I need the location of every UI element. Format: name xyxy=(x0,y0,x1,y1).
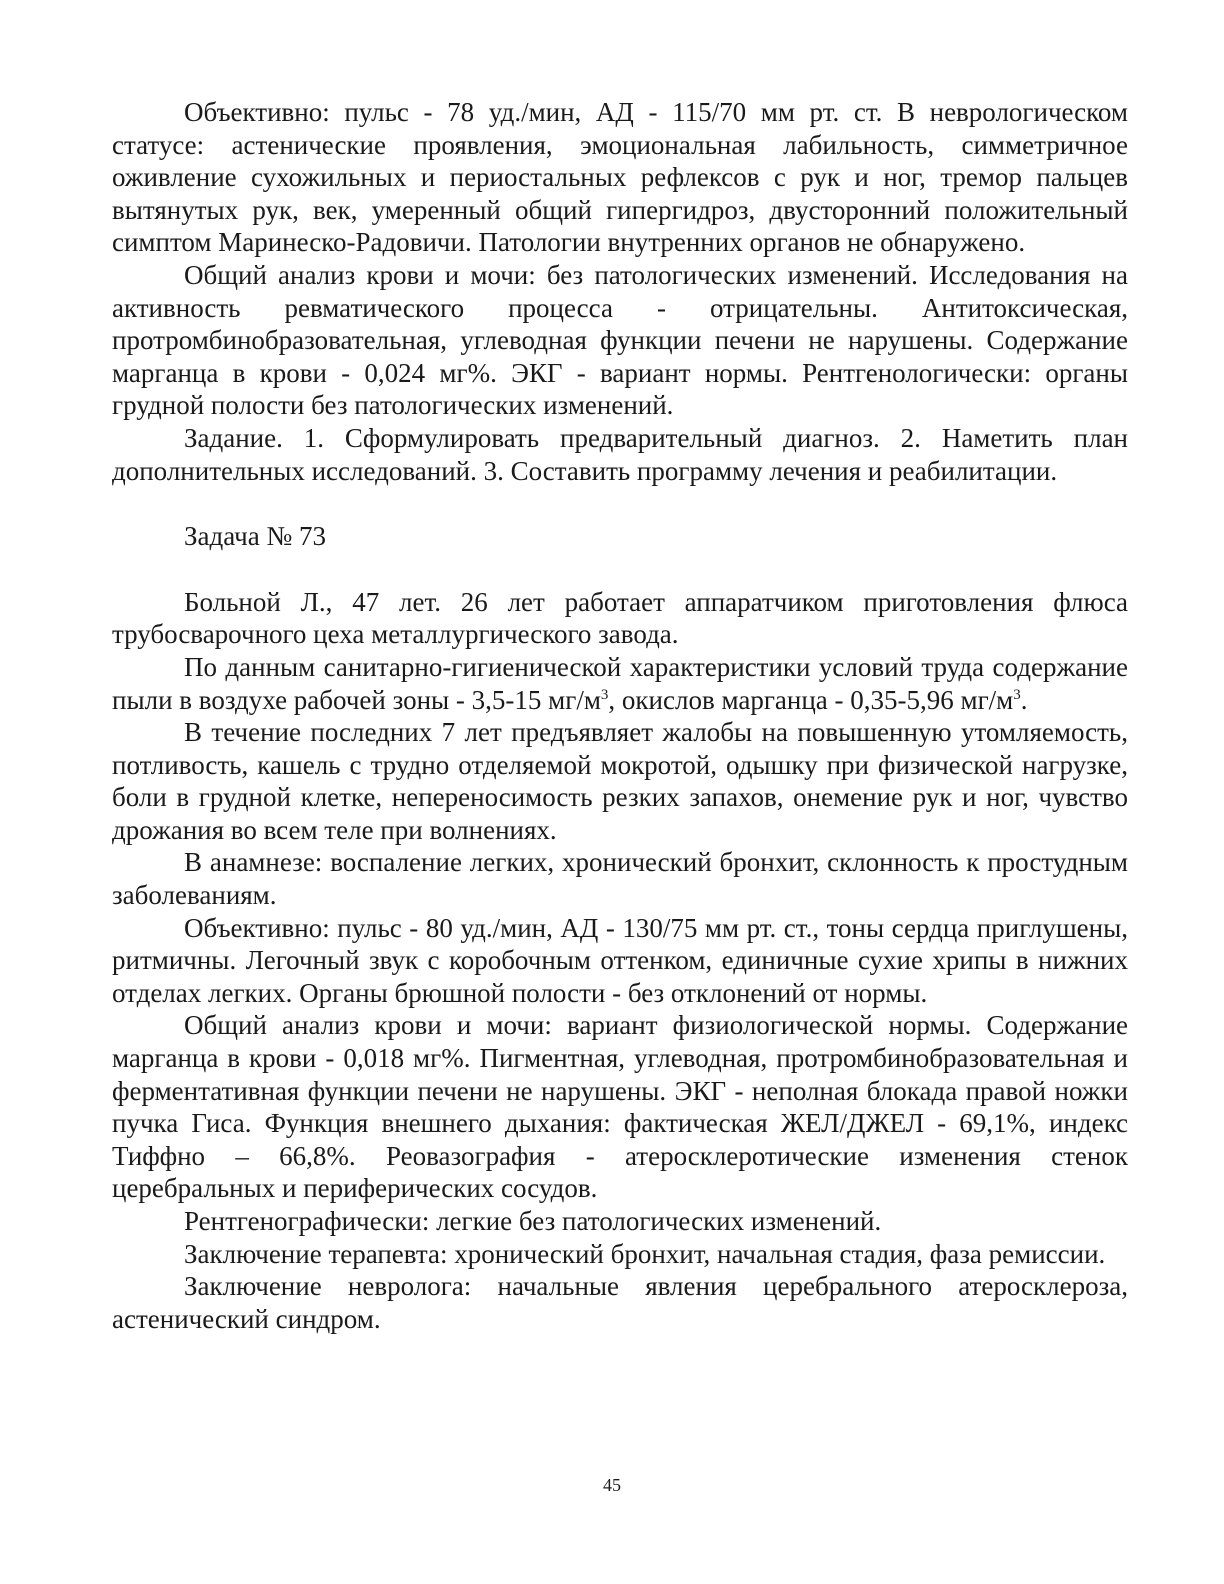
superscript-cubic-1: 3 xyxy=(600,686,609,703)
conditions-text-3: . xyxy=(1020,684,1028,715)
paragraph-work-conditions xyxy=(112,651,1128,716)
paragraph-objective-1: Объективно: пульс - 78 уд./мин, АД - 115/70 мм рт. ст. В неврологическом статусе: астенические проявления, эмоциональная лабильность, симметричное оживление сухожильных и периостальных рефлексов с рук и ног, тремор пальцев вытянутых рук, век, умеренный общий гипергидроз, двусторонний положительный симптом Маринеско-Радовичи. Патологии внутренних органов не обнаружено. xyxy=(112,97,1128,258)
paragraph-analysis-2: Общий анализ крови и мочи: вариант физиологической нормы. Содержание марганца в крови - 0,018 мг%. Пигментная, углеводная, протромбинобразовательная и ферментативная функции печени не нарушены. ЭКГ - неполная блокада правой ножки пучка Гиса. Функция внешнего дыхания: фактическая ЖЕЛ/ДЖЕЛ - 69,1%, индекс Тиффно – 66,8%. Реовазография - атеросклеротические изменения стенок церебральных и периферических сосудов. xyxy=(112,1010,1128,1204)
page-number: 45 xyxy=(603,1475,621,1495)
paragraph-complaints: В течение последних 7 лет предъявляет жалобы на повышенную утомляемость, потливость, кашель с трудно отделяемой мокротой, одышку при физической нагрузке, боли в грудной клетке, непереносимость резких запахов, онемение рук и ног, чувство дрожания во всем теле при волнениях. xyxy=(112,717,1128,845)
paragraph-therapist-conclusion: Заключение терапевта: хронический бронхит, начальная стадия, фаза ремиссии. xyxy=(184,1238,1106,1269)
paragraph-analysis-1: Общий анализ крови и мочи: без патологических изменений. Исследования на активность ревматического процесса - отрицательны. Антитоксическая, протромбинобразовательная, углеводная функции печени не нарушены. Содержание марганца в крови - 0,024 мг%. ЭКГ - вариант нормы. Рентгенологически: органы грудной полости без патологических изменений. xyxy=(112,259,1128,421)
superscript-cubic-2: 3 xyxy=(1013,686,1021,703)
paragraph-radiography: Рентгенографически: легкие без патологических изменений. xyxy=(184,1206,882,1236)
task-title: Задача № 73 xyxy=(184,521,326,552)
paragraph-anamnesis: В анамнезе: воспаление легких, хронический бронхит, склонность к простудным заболеваниям. xyxy=(112,847,1128,911)
paragraph-assignment: Задание. 1. Сформулировать предварительный диагноз. 2. Наметить план дополнительных исследований. 3. Составить программу лечения и реабилитации. xyxy=(112,422,1128,486)
conditions-text-1: По данным санитарно-гигиенической характеристики условий труда содержание пыли в воздухе рабочей зоны - 3,5-15 мг/м xyxy=(112,651,1128,715)
conditions-text-2: , окислов марганца - 0,35-5,96 мг/м xyxy=(608,684,1014,715)
page-body xyxy=(112,96,1128,1335)
paragraph-neurologist-conclusion: Заключение невролога: начальные явления церебрального атеросклероза, астенический синдром. xyxy=(112,1271,1128,1334)
paragraph-patient-intro: Больной Л., 47 лет. 26 лет работает аппаратчиком приготовления флюса трубосварочного цеха металлургического завода. xyxy=(112,586,1128,650)
paragraph-objective-2: Объективно: пульс - 80 уд./мин, АД - 130/75 мм рт. ст., тоны сердца приглушены, ритмичны. Легочный звук с коробочным оттенком, единичные сухие хрипы в нижних отделах легких. Органы брюшной полости - без отклонений от нормы. xyxy=(112,912,1128,1008)
